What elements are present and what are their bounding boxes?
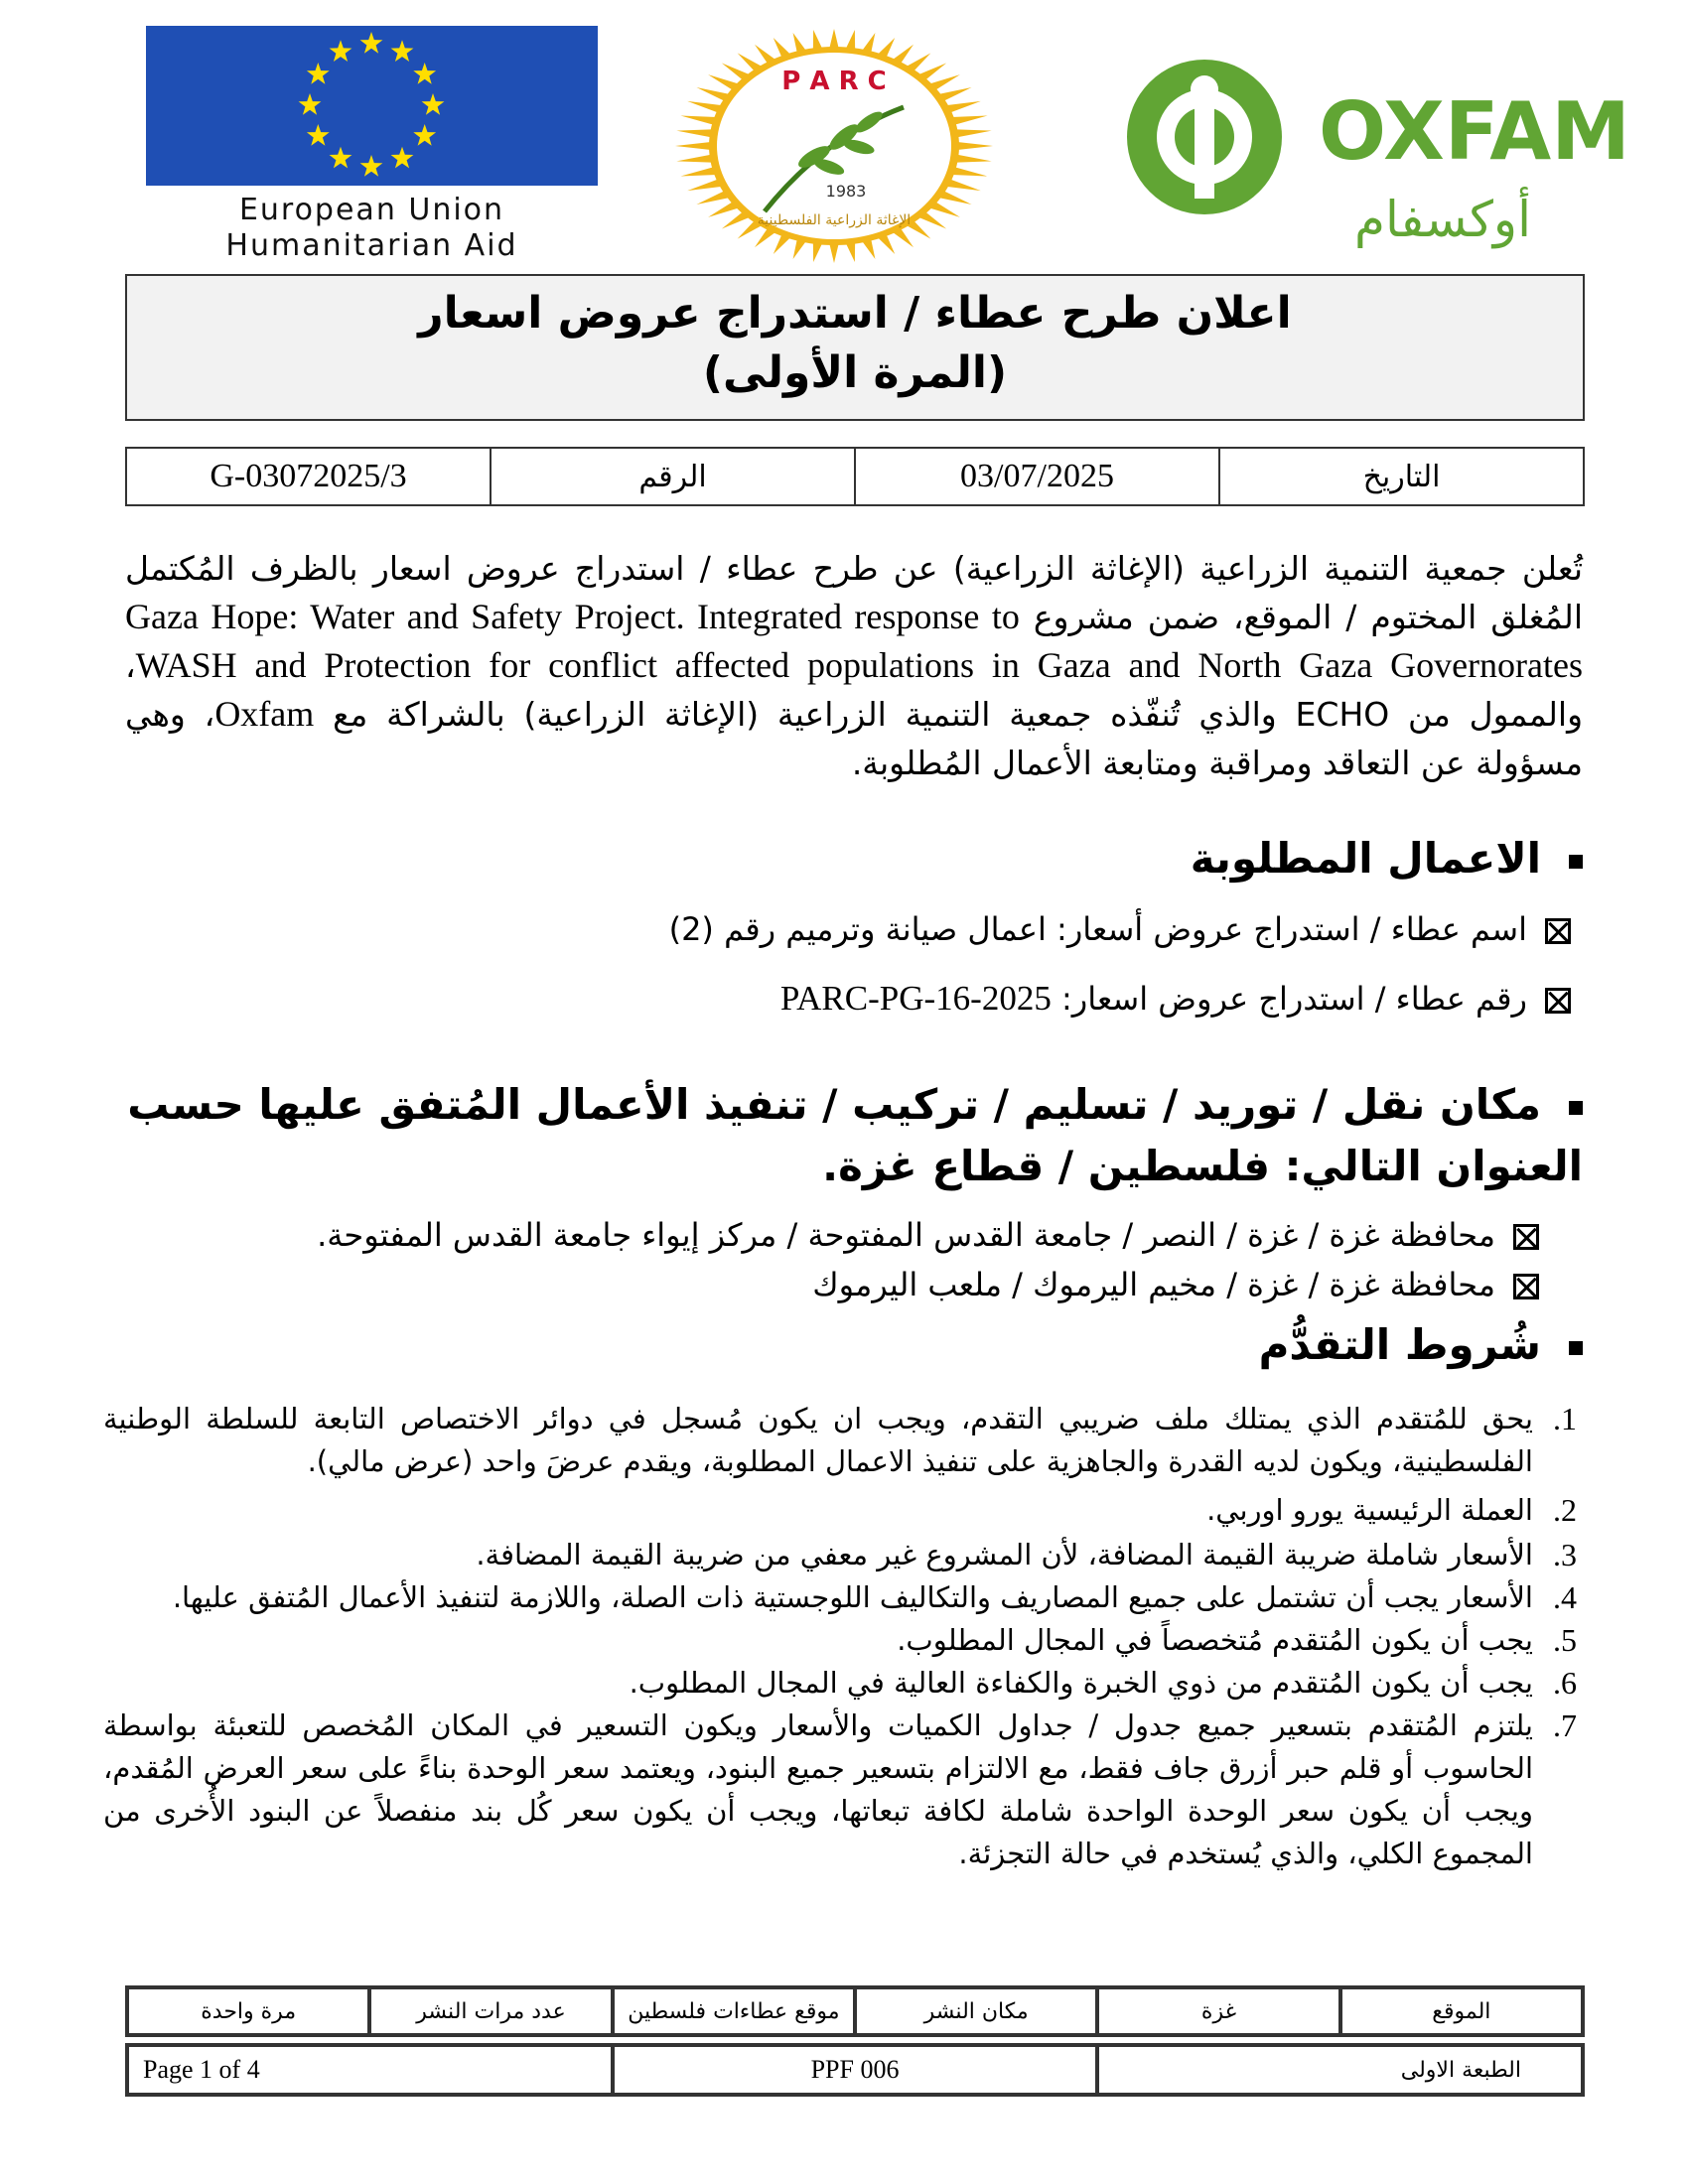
eu-star-icon (330, 147, 352, 169)
condition-item-3: 3. الأسعار شاملة ضريبة القيمة المضافة، لأن المشروع غير معفي من ضريبة القيمة المضافة. (476, 1537, 1577, 1572)
square-bullet-icon (1569, 855, 1583, 869)
page-number: Page 1 of 4 (127, 2045, 613, 2095)
document-footer-table (125, 2043, 1585, 2097)
eu-caption (146, 193, 598, 264)
publish-count-label: عدد مرات النشر (369, 1987, 612, 2035)
eu-star-icon (413, 63, 436, 84)
eu-star-icon (307, 124, 330, 146)
works-item-number: رقم عطاء / استدراج عروض اسعار: PARC-PG-16-2025 (780, 975, 1571, 1023)
project-name: Gaza Hope: Water and Safety Project. Integrated response to WASH and Protection for conflict affected populations in Gaza and North Gaza Governorates (125, 597, 1583, 685)
publish-count-value: مرة واحدة (127, 1987, 369, 2035)
checked-box-icon (1513, 1274, 1539, 1299)
announcement-subtitle: (المرة الأولى) (702, 347, 1008, 398)
conditions-heading: شُروط التقدُّم (1259, 1314, 1583, 1376)
reference-table (125, 447, 1585, 506)
parc-acronym: P A R C (781, 67, 887, 96)
eu-flag-logo (146, 26, 598, 186)
date-value: 03/07/2025 (855, 448, 1219, 505)
eu-star-icon (330, 40, 352, 62)
condition-item-5: 5. يجب أن يكون المُتقدم مُتخصصاً في المجال المطلوب. (897, 1622, 1577, 1658)
oxfam-logo (1125, 20, 1630, 258)
checked-box-icon (1513, 1224, 1539, 1250)
parc-arabic-name: الإغاثة الزراعية الفلسطينية (757, 212, 912, 228)
number-label: الرقم (491, 448, 855, 505)
number-value: G-03072025/3 (126, 448, 491, 505)
condition-item-7: 7. يلتزم المُتقدم بتسعير جميع جدول / جداول الكميات والأسعار ويكون التسعير في المكان المُخصص للتعبئة بواسطة الحاسوب أو قلم حبر أزرق جاف فقط، مع الالتزام بتسعير جميع البنود، ويعتمد سعر الوحدة بناءً على سعر العرض المُقدم، ويجب أن يكون سعر الوحدة الواحدة شاملة لكافة تبعاتها، ويجب أن يكون سعر كُل بند منفصلاً عن البنود الأُخرى من المجموع الكلي، والذي يُستخدم في حالة التجزئة. (103, 1707, 1577, 1870)
eu-star-icon (307, 63, 330, 84)
partner-name: Oxfam (214, 694, 315, 734)
conditions-list (103, 1398, 1603, 1875)
date-label: التاريخ (1219, 448, 1584, 505)
eu-caption-line1: European Union (238, 193, 505, 227)
location-item-1: محافظة غزة / غزة / النصر / جامعة القدس المفتوحة / مركز إيواء جامعة القدس المفتوحة. (317, 1211, 1539, 1259)
eu-star-icon (422, 93, 445, 115)
square-bullet-icon (1569, 1341, 1583, 1355)
checked-box-icon (1545, 918, 1571, 944)
condition-item-4: 4. الأسعار يجب أن تشتمل على جميع المصاريف والتكاليف اللوجستية ذات الصلة، واللازمة لتنفيذ الأعمال المُتفق عليها. (172, 1579, 1577, 1615)
checked-box-icon (1545, 988, 1571, 1014)
works-item-name: اسم عطاء / استدراج عروض أسعار: اعمال صيانة وترميم رقم (2) (669, 905, 1571, 953)
intro-paragraph (125, 544, 1583, 787)
location-value: غزة (1097, 1987, 1339, 2035)
condition-item-1: 1. يحق للمُتقدم الذي يمتلك ملف ضريبي التقدم، ويجب ان يكون مُسجل في دوائر الاختصاص التابعة للسلطة الوطنية الفلسطينية، ويكون لديه القدرة والجاهزية على تنفيذ الاعمال المطلوبة، ويقدم عرضَ واحد (عرض مالي). (103, 1401, 1577, 1478)
publish-place-value: موقع عطاءات فلسطين (613, 1987, 855, 2035)
works-heading: الاعمال المطلوبة (1191, 828, 1583, 889)
form-code: PPF 006 (613, 2045, 1098, 2095)
eu-star-icon (391, 40, 414, 62)
parc-year: 1983 (825, 182, 867, 201)
parc-logo (616, 28, 1053, 264)
eu-star-icon (299, 93, 322, 115)
intro-text-2: ، والممول من ECHO والذي تُنفّذه جمعية التنمية الزراعية (الإغاثة الزراعية) بالشراكة مع (125, 646, 1583, 734)
eu-star-icon (391, 147, 414, 169)
eu-stars-icon (146, 26, 598, 186)
condition-item-2: 2. العملة الرئيسية يورو اوربي. (1206, 1492, 1577, 1528)
location-item-2: محافظة غزة / غزة / مخيم اليرموك / ملعب اليرموك (812, 1261, 1539, 1308)
eu-star-icon (360, 32, 383, 54)
edition-label: الطبعة الاولى (1097, 2045, 1583, 2095)
publication-info-table (125, 1985, 1585, 2037)
square-bullet-icon (1569, 1101, 1583, 1115)
publish-place-label: مكان النشر (855, 1987, 1097, 2035)
eu-star-icon (413, 124, 436, 146)
condition-item-6: 6. يجب أن يكون المُتقدم من ذوي الخبرة والكفاءة العالية في المجال المطلوب. (629, 1665, 1577, 1701)
oxfam-wordmark: OXFAM (1319, 85, 1630, 178)
oxfam-arabic-wordmark: أوكسفام (1354, 191, 1531, 248)
intro-text-1: تُعلن جمعية التنمية الزراعية (الإغاثة الزراعية) عن طرح عطاء / استدراج عروض اسعار بالظرف المُكتمل المُغلق المختوم / الموقع، ضمن مشروع (125, 549, 1583, 636)
location-heading: مكان نقل / توريد / تسليم / تركيب / تنفيذ الأعمال المُتفق عليها حسب العنوان التالي: فلسطين / قطاع غزة. (127, 1080, 1583, 1190)
announcement-title-box (125, 274, 1585, 421)
eu-star-icon (360, 155, 383, 177)
announcement-title: اعلان طرح عطاء / استدراج عروض اسعار (418, 288, 1292, 339)
location-label: الموقع (1340, 1987, 1583, 2035)
eu-caption-line2: Humanitarian Aid (225, 228, 518, 263)
intro-text-3: ، وهي مسؤولة عن التعاقد ومراقبة ومتابعة الأعمال المُطلوبة. (125, 695, 1583, 782)
